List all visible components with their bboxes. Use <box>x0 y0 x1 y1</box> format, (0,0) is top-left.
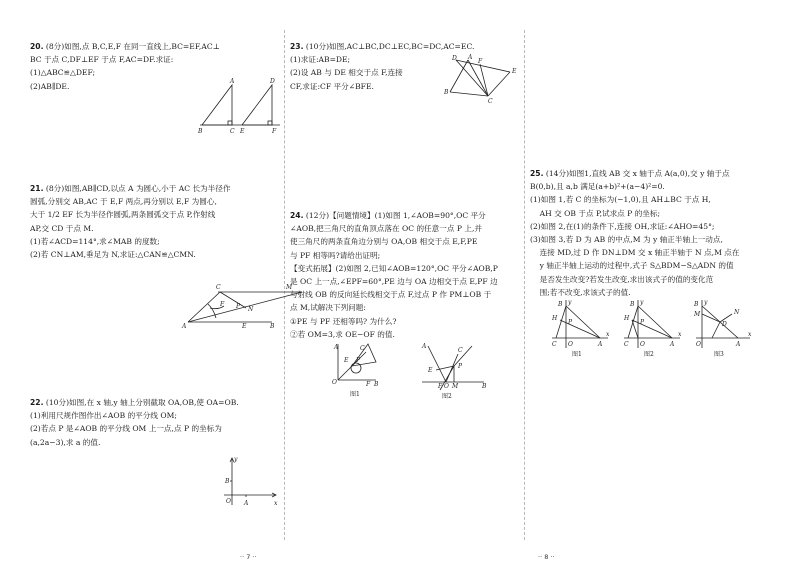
svg-text:P: P <box>356 357 361 364</box>
problem-25-figure-1 <box>550 296 612 358</box>
svg-text:E: E <box>512 68 517 75</box>
problem-25-part-1: (1)如图 1,若 C 的坐标为(−1,0),且 AH⊥BC 于点 H, <box>530 195 711 205</box>
svg-text:M: M <box>694 311 701 318</box>
problem-25-part-1-cont: AH 交 OB 于点 P,试求点 P 的坐标; <box>530 208 661 218</box>
svg-text:E: E <box>428 367 433 374</box>
svg-text:F: F <box>438 383 443 390</box>
problem-20-line-1: 20. (8分)如图,点 B,C,E,F 在同一直线上,BC=EF,AC⊥ <box>30 42 220 51</box>
problem-24-question-1: ①PE 与 PF 还相等吗? 为什么? <box>290 316 397 326</box>
svg-text:C: C <box>360 345 365 352</box>
problem-25-part-3: (3)如图 3,若 D 为 AB 的中点,M 为 y 轴正半轴上一动点, <box>530 235 723 245</box>
problem-21 <box>30 182 278 261</box>
problem-25-part-2: (2)如图 2,在(1)的条件下,连接 OH,求证:∠AHO=45°; <box>530 221 715 231</box>
svg-text:D: D <box>270 78 275 85</box>
svg-text:F: F <box>366 381 371 388</box>
problem-25-figure-3 <box>692 296 754 358</box>
problem-25-figure-2-caption: 图2 <box>644 351 654 358</box>
svg-text:D: D <box>722 321 727 328</box>
problem-25-line-1: 25. (14分)如图1,直线 AB 交 x 轴于点 A(a,0),交 y 轴于点 <box>530 169 730 178</box>
problem-24-figure-1 <box>330 340 386 400</box>
problem-25-figure-1-caption: 图1 <box>572 351 582 358</box>
problem-23-line-1: 23. (10分)如图,AC⊥BC,DC⊥EC,BC=DC,AC=EC. <box>290 42 475 51</box>
problem-21-line-4: AP,交 CD 于点 M. <box>30 223 94 233</box>
problem-21-part-2: (2)若 CN⊥AM,垂足为 N,求证:△CAN≌△CMN. <box>30 250 196 260</box>
svg-text:B: B <box>444 89 449 96</box>
svg-text:O: O <box>226 498 231 505</box>
svg-text:F: F <box>272 128 277 135</box>
problem-22-coordinate-figure <box>220 455 280 510</box>
page-number-8: ·· 8 ·· <box>538 553 555 561</box>
problem-24-line-4: 与 PF 相等吗?请给出证明; <box>290 250 381 260</box>
problem-20-part-2: (2)AB∥DE. <box>30 81 70 91</box>
svg-text:B: B <box>270 323 275 330</box>
left-column <box>30 0 293 575</box>
svg-text:B: B <box>198 128 203 135</box>
svg-text:C: C <box>230 128 235 135</box>
problem-24-figure-2-caption: 图2 <box>442 393 452 400</box>
svg-text:P: P <box>458 363 463 370</box>
svg-text:x: x <box>606 331 610 338</box>
problem-23-number: 23. <box>290 42 304 51</box>
svg-text:A: A <box>230 78 235 85</box>
middle-column <box>290 0 520 575</box>
problem-25-figure-3-caption: 图3 <box>714 351 724 358</box>
problem-22-line-4: (a,2a−3),求 a 的值. <box>30 437 101 447</box>
svg-text:C: C <box>216 284 221 291</box>
problem-21-line-1: 21. (8分)如图,AB∥CD,以点 A 为圆心,小于 AC 长为半径作 <box>30 184 231 193</box>
svg-text:C: C <box>458 347 463 354</box>
svg-text:C: C <box>488 98 493 104</box>
svg-text:B: B <box>482 383 487 390</box>
svg-text:M: M <box>286 284 293 291</box>
problem-24-line-5: 【变式拓展】(2)如图 2,已知∠AOB=120°,OC 平分∠AOB,P <box>290 263 498 273</box>
problem-24-line-6: 是 OC 上一点,∠EPF=60°,PE 边与 OA 边相交于点 E,PF 边 <box>290 277 498 287</box>
problem-25-line-2: B(0,b),且 a,b 满足(a+b)²+(a−4)²=0. <box>530 182 665 192</box>
problem-22-part-1: (1)利用尺规作图作出∠AOB 的平分线 OM; <box>30 411 177 421</box>
problem-24-line-8: 点 M,试解决下列问题: <box>290 303 366 313</box>
problem-22-line-1: 22. (10分)如图,在 x 轴,y 轴上分别截取 OA,OB,使 OA=OB. <box>30 398 239 407</box>
problem-21-line-3: 大于 1/2 EF 长为半径作圆弧,两条圆弧交于点 P,作射线 <box>30 210 216 220</box>
problem-25-part-3-cont-3: 是否发生改变?若发生改变,求出该式子的值的变化范 <box>530 274 714 284</box>
problem-24-line-1: 24. (12分)【问题情境】(1)如图 1,∠AOB=90°,OC 平分 <box>290 211 486 220</box>
problem-23-part-1: (1)求证:AB=DE; <box>290 55 351 65</box>
problem-23-figure <box>440 52 520 104</box>
problem-24-figure-1-caption: 图1 <box>350 391 360 398</box>
svg-text:B: B <box>694 301 699 308</box>
problem-21-part-1: (1)若∠ACD=114°,求∠MAB 的度数; <box>30 236 160 246</box>
svg-text:x: x <box>678 331 682 338</box>
problem-25-part-3-cont-2: y 轴正半轴上运动的过程中,式子 S△BDM−S△ADN 的值 <box>530 261 734 271</box>
svg-text:P: P <box>640 319 645 326</box>
svg-text:O: O <box>696 341 701 348</box>
svg-text:y: y <box>234 456 238 463</box>
svg-text:y: y <box>568 299 572 306</box>
svg-text:F: F <box>478 58 483 65</box>
svg-text:A: A <box>598 341 603 348</box>
problem-25-number: 25. <box>530 169 544 178</box>
problem-24-line-2: ∠AOB,把三角尺的直角顶点落在 OC 的任意一点 P 上,并 <box>290 224 482 234</box>
svg-text:B: B <box>374 381 379 388</box>
svg-text:B: B <box>558 301 563 308</box>
svg-text:D: D <box>452 55 457 62</box>
svg-text:E: E <box>240 128 245 135</box>
svg-text:A: A <box>182 323 187 330</box>
problem-20-line-2: BC 于点 C,DF⊥EF 于点 F,AC=DF.求证: <box>30 55 174 65</box>
problem-24-question-2: ②若 OM=3,求 OE−OF 的值. <box>290 329 395 339</box>
problem-24-line-3: 使三角尺的两条直角边分别与 OA,OB 相交于点 E,F,PE <box>290 237 478 247</box>
svg-text:O: O <box>568 341 573 348</box>
svg-text:A: A <box>244 500 249 507</box>
problem-25-figure-2 <box>622 296 684 358</box>
svg-text:C: C <box>624 341 629 348</box>
right-column <box>530 0 775 575</box>
svg-text:A: A <box>334 344 339 351</box>
problem-21-line-2: 圆弧,分别交 AB,AC 于 E,F 两点,再分别以 E,F 为圆心, <box>30 197 217 207</box>
problem-20-figure <box>190 75 290 135</box>
problem-22-part-2: (2)若点 P 是∠AOB 的平分线 OM 上一点,点 P 的坐标为 <box>30 424 222 434</box>
svg-text:B: B <box>225 478 230 485</box>
problem-25-part-3-cont-4: 围;若不改变,求该式子的值. <box>530 287 631 297</box>
problem-22 <box>30 396 278 449</box>
svg-text:O: O <box>640 341 645 348</box>
problem-25 <box>530 167 775 299</box>
svg-text:M: M <box>452 383 459 390</box>
problem-20-number: 20. <box>30 42 44 51</box>
problem-24-number: 24. <box>290 211 304 220</box>
problem-24 <box>290 209 520 341</box>
svg-text:A: A <box>670 341 675 348</box>
page-number-7: ·· 7 ·· <box>240 553 257 561</box>
svg-text:C: C <box>552 341 557 348</box>
svg-text:O: O <box>332 379 337 386</box>
problem-23-part-2: (2)设 AB 与 DE 相交于点 F,连接 <box>290 68 403 78</box>
svg-text:N: N <box>248 306 254 313</box>
svg-text:H: H <box>624 315 630 322</box>
svg-text:N: N <box>734 309 740 316</box>
problem-20-part-1: (1)△ABC≌△DEF; <box>30 68 96 78</box>
svg-text:H: H <box>552 315 558 322</box>
svg-text:A: A <box>468 54 473 61</box>
svg-text:F: F <box>220 301 225 308</box>
svg-text:E: E <box>344 357 349 364</box>
svg-text:E: E <box>242 323 247 330</box>
svg-text:A: A <box>736 341 741 348</box>
problem-21-number: 21. <box>30 184 44 193</box>
svg-text:P: P <box>568 319 573 326</box>
problem-23-line-4: CF,求证:CF 平分∠BFE. <box>290 81 374 91</box>
svg-text:B: B <box>630 301 635 308</box>
svg-text:x: x <box>748 331 752 338</box>
svg-text:x: x <box>274 500 278 507</box>
problem-25-part-3-cont-1: 连接 MD,过 D 作 DN⊥DM 交 x 轴正半轴于 N 点,M 点在 <box>530 248 740 258</box>
svg-text:O: O <box>444 383 449 390</box>
problem-24-figure-2 <box>418 340 490 400</box>
svg-text:y: y <box>640 299 644 306</box>
problem-24-line-7: 与射线 OB 的反向延长线相交于点 F,过点 P 作 PM⊥OB 于 <box>290 290 492 300</box>
column-divider-2 <box>524 30 525 540</box>
svg-text:A: A <box>422 343 427 350</box>
svg-text:P: P <box>236 303 241 310</box>
svg-text:y: y <box>704 299 708 306</box>
problem-22-number: 22. <box>30 398 44 407</box>
